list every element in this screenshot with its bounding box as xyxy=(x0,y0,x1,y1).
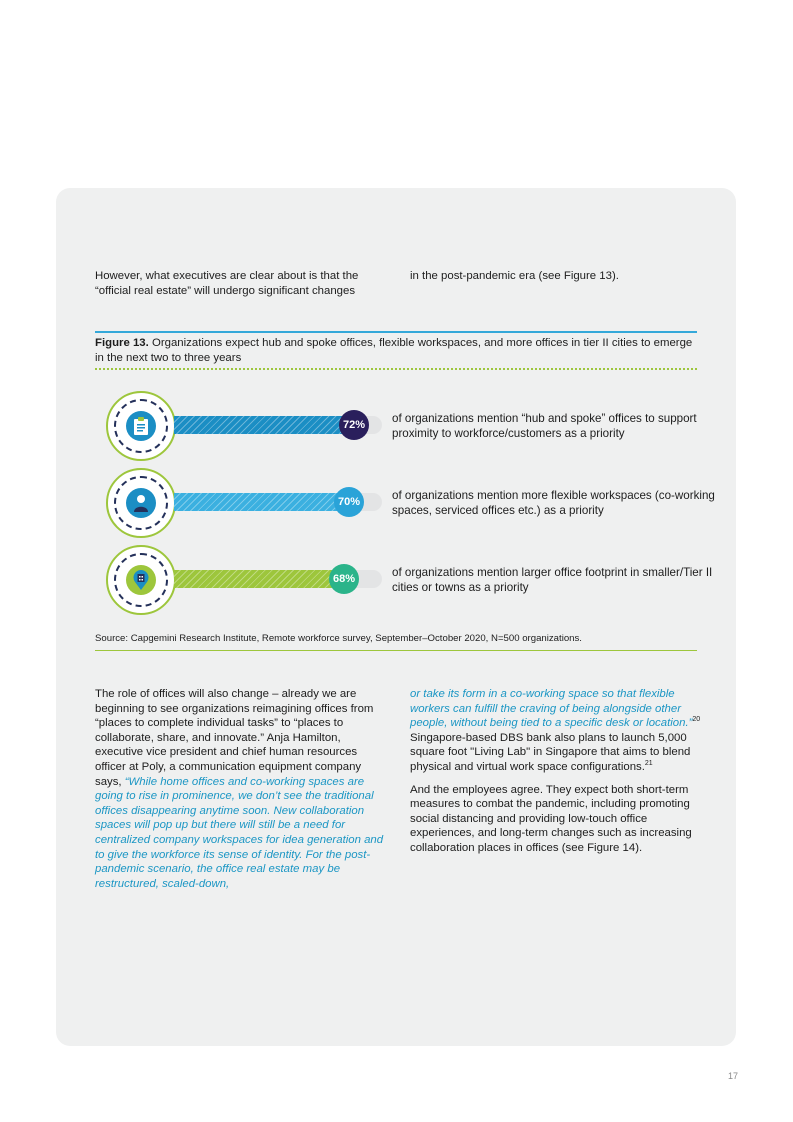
figure-title xyxy=(95,336,697,365)
row-description: of organizations mention more flexible workspaces (co-working spaces, serviced offices etc.) as a priority xyxy=(392,489,715,518)
figure-label: Figure 13. xyxy=(95,337,149,349)
footnote-ref-21: 21 xyxy=(644,760,653,768)
page-number: 17 xyxy=(727,1071,738,1081)
body-right-paragraph-2: And the employees agree. They expect both short-term measures to combat the pandemic, including promoting social distancing and providing low-touch office experiences, and long-term changes such as increasing collaboration places in offices (see Figure 14). xyxy=(410,783,692,854)
percent-badge: 68% xyxy=(329,564,359,594)
figure-row-2 xyxy=(106,468,715,538)
figure-title-text: Organizations expect hub and spoke offices, flexible workspaces, and more offices in tier II cities to emerge in the next two to three years xyxy=(95,337,693,364)
body-left-quote: “While home offices and co-working spaces are going to rise in prominence, we don’t see the traditional offices disappearing anytime soon. New collaboration spaces will pop up but there will still be a need for centralized company workspaces for idea generation and to give the workforce its sense of identity. For the post-pandemic scenario, the office real estate may be restructured, scaled-down, xyxy=(95,775,384,890)
content-panel xyxy=(56,188,736,1046)
row-description: of organizations mention “hub and spoke” offices to support proximity to workforce/customers as a priority xyxy=(392,412,697,441)
body-left-column xyxy=(95,687,385,891)
body-right-text: Singapore-based DBS bank also plans to launch 5,000 square foot "Living Lab" in Singapore that aims to blend physical and virtual work space configurations. xyxy=(410,731,691,773)
row-description: of organizations mention larger office footprint in smaller/Tier II cities or towns as a priority xyxy=(392,566,713,595)
percent-badge: 70% xyxy=(334,487,364,517)
building-pin-icon xyxy=(126,565,156,595)
figure-top-rule xyxy=(95,331,697,333)
intro-left-text: However, what executives are clear about is that the “official real estate” will undergo significant changes xyxy=(95,270,359,297)
icon-ring xyxy=(106,545,176,615)
figure-source: Source: Capgemini Research Institute, Remote workforce survey, September–October 2020, N=500 organizations. xyxy=(95,633,582,644)
percent-badge: 72% xyxy=(339,410,369,440)
figure-row-3 xyxy=(106,545,713,615)
figure-bottom-rule xyxy=(95,650,697,651)
footnote-ref-20: 20 xyxy=(692,716,701,724)
icon-ring xyxy=(106,468,176,538)
figure-row-1 xyxy=(106,391,706,461)
clipboard-icon xyxy=(126,411,156,441)
body-right-column xyxy=(410,687,702,864)
icon-ring xyxy=(106,391,176,461)
body-right-paragraph-1 xyxy=(410,687,702,775)
figure-dotted-divider xyxy=(95,368,697,370)
intro-right-text: in the post-pandemic era (see Figure 13). xyxy=(410,270,619,282)
bar-fill-72 xyxy=(174,416,347,434)
body-right-quote: or take its form in a co-working space so that flexible workers can fulfill the craving of being alongside other people, without being tied to a specific desk or location.” xyxy=(410,688,693,730)
bar-fill-68 xyxy=(174,570,337,588)
bar-fill-70 xyxy=(174,493,342,511)
person-icon xyxy=(126,488,156,518)
body-left-text: The role of offices will also change – already we are beginning to see organizations reimagining offices from “places to complete individual tasks” to “places to collaborate, share, and innovate.” Anja Hamilton, executive vice president and chief human resources officer at Poly, a communication equipment company says, xyxy=(95,688,374,788)
